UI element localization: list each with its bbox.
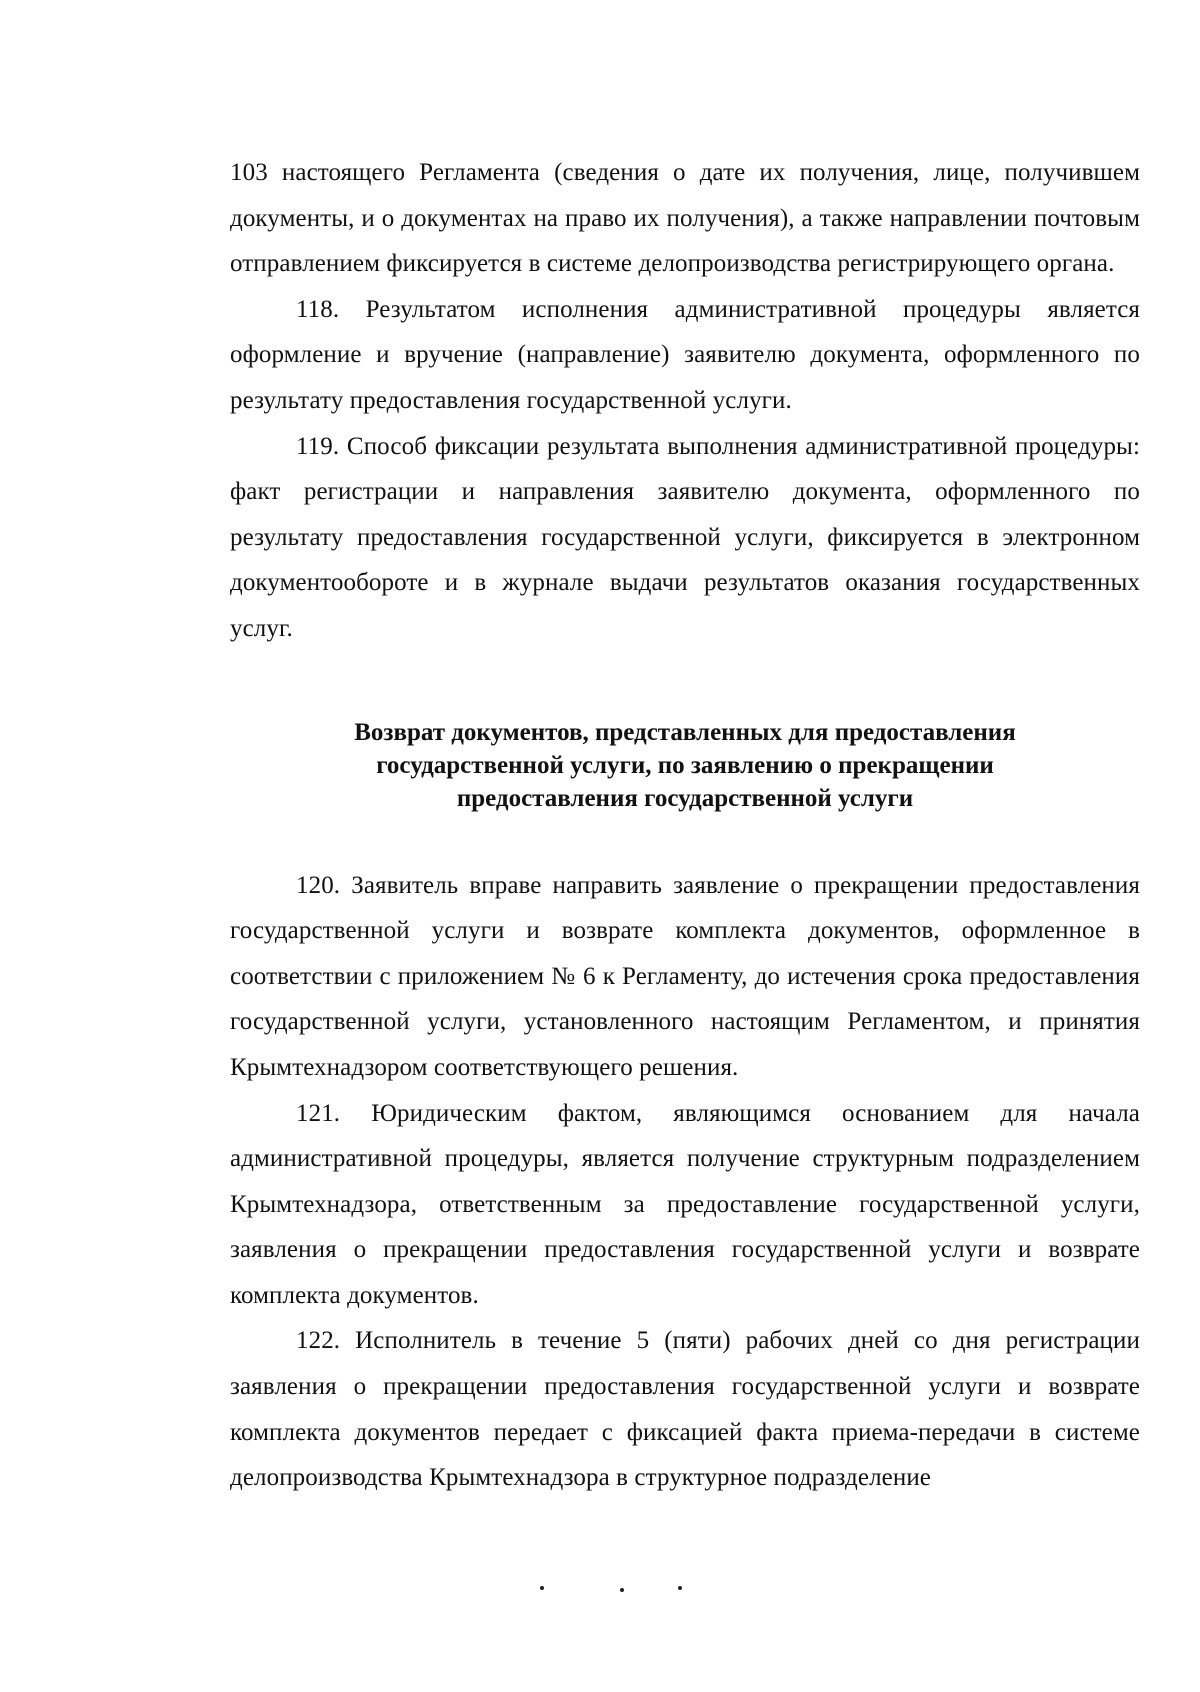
text-block-after-heading <box>230 863 1140 1501</box>
document-page <box>230 150 1140 1501</box>
paragraph-122: 122. Исполнитель в течение 5 (пяти) рабочих дней со дня регистрации заявления о прекращении предоставления государственной услуги и возврате комплекта документов передает с фиксацией факта приема-передачи в системе делопроизводства Крымтехнадзора в структурное подразделение <box>230 1327 1140 1492</box>
text-block-before-heading <box>230 150 1140 652</box>
paragraph-121: 121. Юридическим фактом, являющимся основанием для начала административной процедуры, является получение структурным подразделением Крымтехнадзора, ответственным за предоставление государственной услуги, заявления о прекращении предоставления государственной услуги и возврате комплекта документов. <box>230 1099 1140 1309</box>
section-heading-line-2: государственной услуги, по заявлению о прекращении <box>376 751 994 779</box>
paragraph-118: 118. Результатом исполнения административной процедуры является оформление и вручение (направление) заявителю документа, оформленного по результату предоставления государственной услуги. <box>230 295 1140 414</box>
scan-dot <box>540 1586 544 1590</box>
section-heading-line-3: предоставления государственной услуги <box>456 784 914 812</box>
scan-dot <box>678 1586 682 1590</box>
paragraph-103-continuation: 103 настоящего Регламента (сведения о дате их получения, лице, получившем документы, и о документах на право их получения), а также направлении почтовым отправлением фиксируется в системе делопроизводства регистрирующего органа. <box>230 159 1140 278</box>
paragraph-119: 119. Способ фиксации результата выполнения административной процедуры: факт регистрации и направления заявителю документа, оформленного по результату предоставления государственной услуги, фиксируется в электронном документообороте и в журнале выдачи результатов оказания государственных услуг. <box>230 432 1140 642</box>
section-heading <box>305 716 1065 815</box>
scan-dot <box>620 1588 624 1592</box>
section-heading-line-1: Возврат документов, представленных для предоставления <box>354 718 1016 746</box>
scan-artifact-dots <box>0 1580 1200 1600</box>
paragraph-120: 120. Заявитель вправе направить заявление о прекращении предоставления государственной услуги и возврате комплекта документов, оформленное в соответствии с приложением № 6 к Регламенту, до истечения срока предоставления государственной услуги, установленного настоящим Регламентом, и принятия Крымтехнадзором соответствующего решения. <box>230 871 1140 1081</box>
